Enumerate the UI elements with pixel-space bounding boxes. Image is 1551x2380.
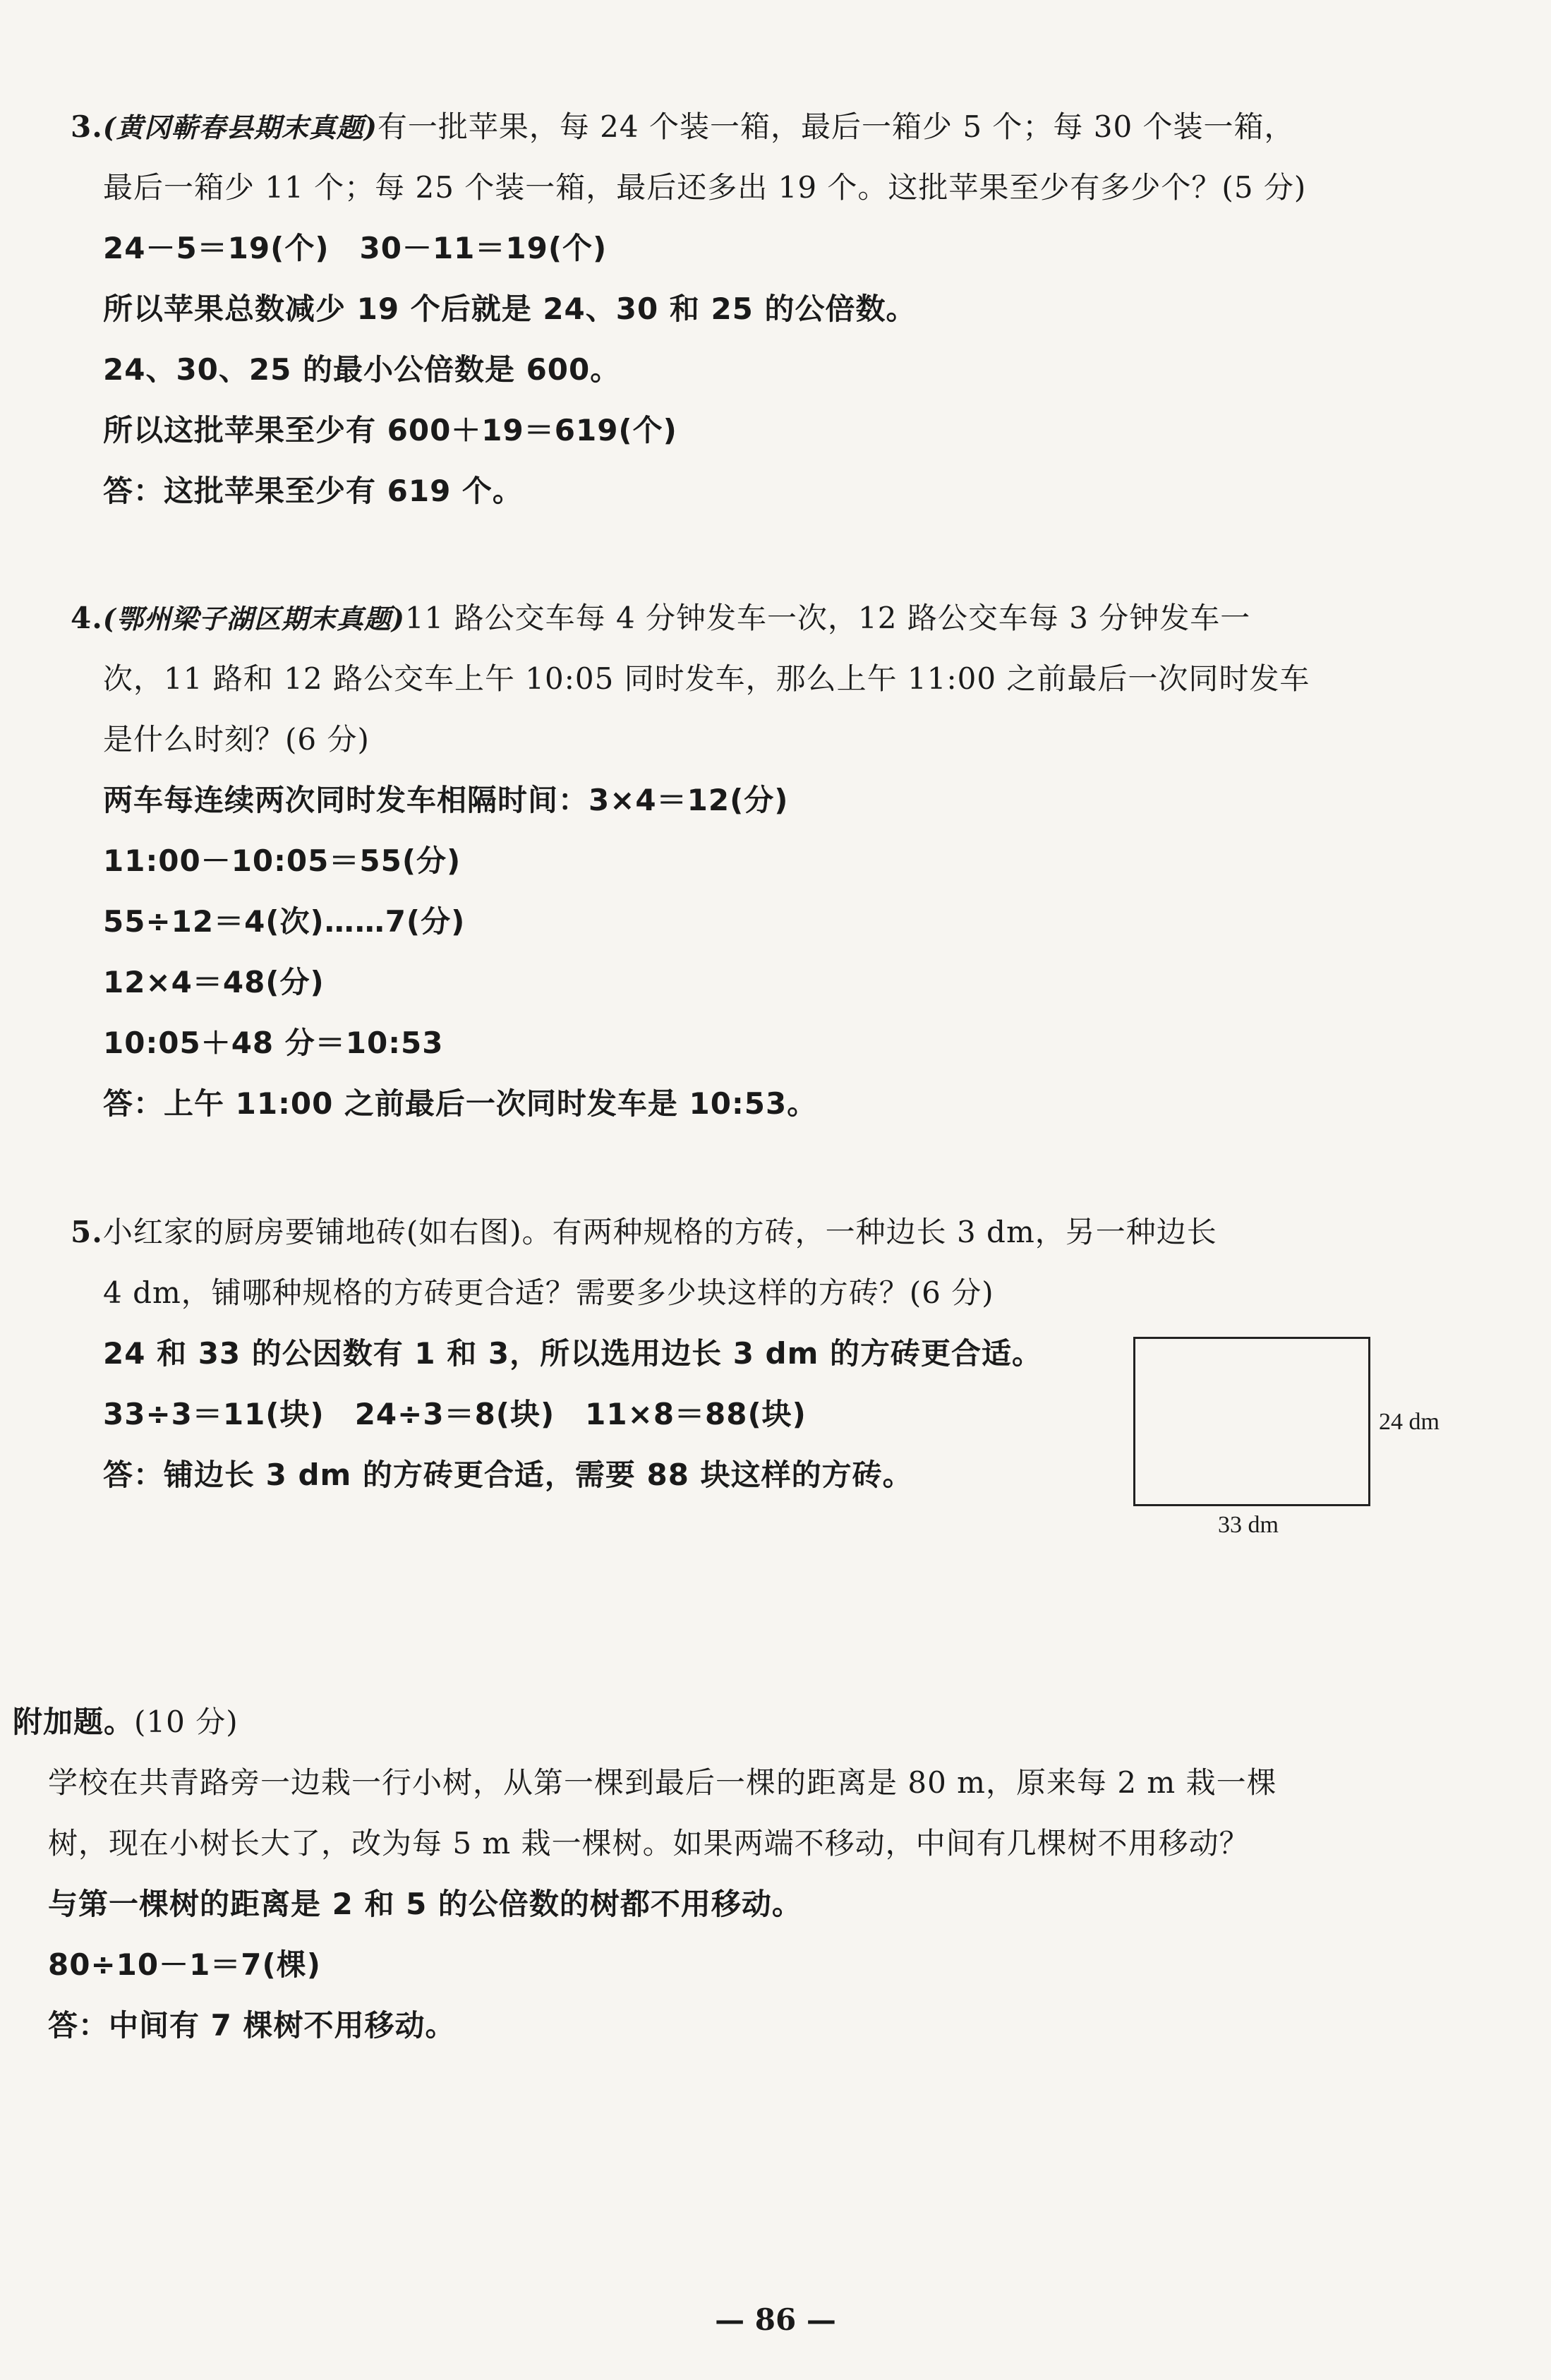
figure-width-label: 33 dm xyxy=(1218,1512,1279,1538)
q3-source: (黄冈蕲春县期末真题) xyxy=(102,112,378,143)
q4-answer-5: 10:05＋48 分＝10:53 xyxy=(103,1026,444,1060)
q4-answer-4: 12×4＝48(分) xyxy=(103,965,325,999)
q4-answer-1: 两车每连续两次同时发车相隔时间：3×4＝12(分) xyxy=(103,783,789,817)
q4-line-3: 是什么时刻？(6 分) xyxy=(103,722,370,757)
q4-answer-6: 答：上午 11:00 之前最后一次同时发车是 10:53。 xyxy=(103,1086,818,1121)
q5-answer-3: 答：铺边长 3 dm 的方砖更合适，需要 88 块这样的方砖。 xyxy=(103,1458,913,1492)
q5-number: 5. xyxy=(71,1215,103,1249)
figure-height-label: 24 dm xyxy=(1379,1409,1440,1435)
page-number: — 86 — xyxy=(715,2302,836,2337)
q3-text-1: 有一批苹果，每 24 个装一箱，最后一箱少 5 个；每 30 个装一箱， xyxy=(377,109,1295,144)
bonus-title: 附加题。 xyxy=(13,1705,135,1739)
q3-answer-5: 答：这批苹果至少有 619 个。 xyxy=(103,474,523,508)
q5-line-1 xyxy=(71,1211,1217,1254)
q4-line-1 xyxy=(71,597,1250,640)
q5-answer-2: 33÷3＝11(块) 24÷3＝8(块) 11×8＝88(块) xyxy=(103,1397,807,1431)
bonus-heading xyxy=(13,1701,239,1743)
q3-answer-1: 24－5＝19(个) 30－11＝19(个) xyxy=(103,231,608,265)
bonus-answer-2: 80÷10－1＝7(棵) xyxy=(48,1947,321,1982)
kitchen-floor-rectangle xyxy=(1133,1337,1370,1506)
q3-line-2: 最后一箱少 11 个；每 25 个装一箱，最后还多出 19 个。这批苹果至少有多少个？(5 分) xyxy=(103,170,1307,205)
bonus-line-1: 学校在共青路旁一边栽一行小树，从第一棵到最后一棵的距离是 80 m，原来每 2 m 栽一棵 xyxy=(48,1765,1277,1800)
q5-answer-1: 24 和 33 的公因数有 1 和 3，所以选用边长 3 dm 的方砖更合适。 xyxy=(103,1336,1042,1371)
q4-answer-3: 55÷12＝4(次)……7(分) xyxy=(103,904,466,939)
q4-line-2: 次，11 路和 12 路公交车上午 10:05 同时发车，那么上午 11:00 之前最后一次同时发车 xyxy=(103,661,1310,696)
q5-text-1: 小红家的厨房要铺地砖(如右图)。有两种规格的方砖，一种边长 3 dm，另一种边长 xyxy=(102,1215,1217,1249)
bonus-answer-3: 答：中间有 7 棵树不用移动。 xyxy=(48,2008,456,2043)
q4-answer-2: 11:00－10:05＝55(分) xyxy=(103,843,461,878)
q4-number: 4. xyxy=(71,601,103,635)
q3-answer-4: 所以这批苹果至少有 600＋19＝619(个) xyxy=(103,413,677,447)
q4-source: (鄂州梁子湖区期末真题) xyxy=(102,603,405,635)
q3-answer-2: 所以苹果总数减少 19 个后就是 24、30 和 25 的公倍数。 xyxy=(103,292,917,326)
q3-number: 3. xyxy=(71,109,103,144)
q4-text-1: 11 路公交车每 4 分钟发车一次，12 路公交车每 3 分钟发车一 xyxy=(404,601,1251,635)
q3-answer-3: 24、30、25 的最小公倍数是 600。 xyxy=(103,352,621,387)
bonus-answer-1: 与第一棵树的距离是 2 和 5 的公倍数的树都不用移动。 xyxy=(48,1887,802,1921)
q5-line-2: 4 dm，铺哪种规格的方砖更合适？需要多少块这样的方砖？(6 分) xyxy=(103,1275,994,1310)
bonus-score: (10 分) xyxy=(134,1705,239,1739)
bonus-line-2: 树，现在小树长大了，改为每 5 m 栽一棵树。如果两端不移动，中间有几棵树不用移动？ xyxy=(48,1826,1250,1861)
q3-line-1 xyxy=(71,106,1295,149)
